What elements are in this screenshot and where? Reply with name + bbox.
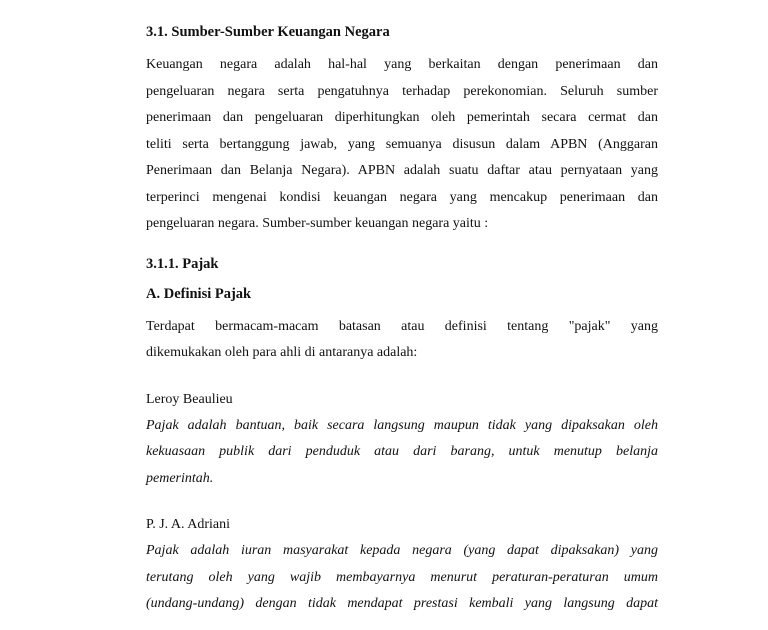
definition-line: pemerintah. <box>146 470 214 486</box>
definition-line: kekuasaan publik dari penduduk atau dari barang, untuk menutup belanja <box>146 444 658 459</box>
definition-block <box>146 512 658 618</box>
definition-line: terutang oleh yang wajib membayarnya menurut peraturan-peraturan umum <box>146 569 658 585</box>
definition-intro-line: dikemukakan oleh para ahli di antaranya adalah: <box>146 345 418 360</box>
document-body <box>146 20 658 618</box>
definition-intro-paragraph <box>146 314 658 367</box>
intro-line: terperinci mengenai kondisi keuangan negara yang mencakup penerimaan dan <box>146 189 658 205</box>
definition-text <box>146 538 658 618</box>
intro-line: Penerimaan dan Belanja Negara). APBN adalah suatu daftar atau pernyataan yang <box>146 163 658 178</box>
definition-author: P. J. A. Adriani <box>146 517 231 532</box>
intro-line: Keuangan negara adalah hal-hal yang berkaitan dengan penerimaan dan <box>146 57 658 72</box>
definition-line: Pajak adalah iuran masyarakat kepada negara (yang dapat dipaksakan) yang <box>146 543 658 558</box>
intro-line: teliti serta bertanggung jawab, yang semuanya disusun dalam APBN (Anggaran <box>146 136 658 152</box>
section-heading: 3.1. Sumber-Sumber Keuangan Negara <box>146 24 390 40</box>
intro-paragraph <box>146 52 658 238</box>
definition-text <box>146 413 658 493</box>
subsection-heading: 3.1.1. Pajak <box>146 255 219 272</box>
definition-block <box>146 387 658 493</box>
intro-line: pengeluaran negara. Sumber-sumber keuangan negara yaitu : <box>146 216 489 231</box>
definition-line: Pajak adalah bantuan, baik secara langsung maupun tidak yang dipaksakan oleh <box>146 417 658 433</box>
intro-line: penerimaan dan pengeluaran diperhitungkan oleh pemerintah secara cermat dan <box>146 110 658 125</box>
intro-line: pengeluaran negara serta pengatuhnya terhadap perekonomian. Seluruh sumber <box>146 83 658 99</box>
subsubsection-heading: A. Definisi Pajak <box>146 285 252 302</box>
definition-line: (undang-undang) dengan tidak mendapat prestasi kembali yang langsung dapat <box>146 596 658 611</box>
definition-author: Leroy Beaulieu <box>146 391 233 407</box>
definition-intro-line: Terdapat bermacam-macam batasan atau definisi tentang "pajak" yang <box>146 318 658 334</box>
